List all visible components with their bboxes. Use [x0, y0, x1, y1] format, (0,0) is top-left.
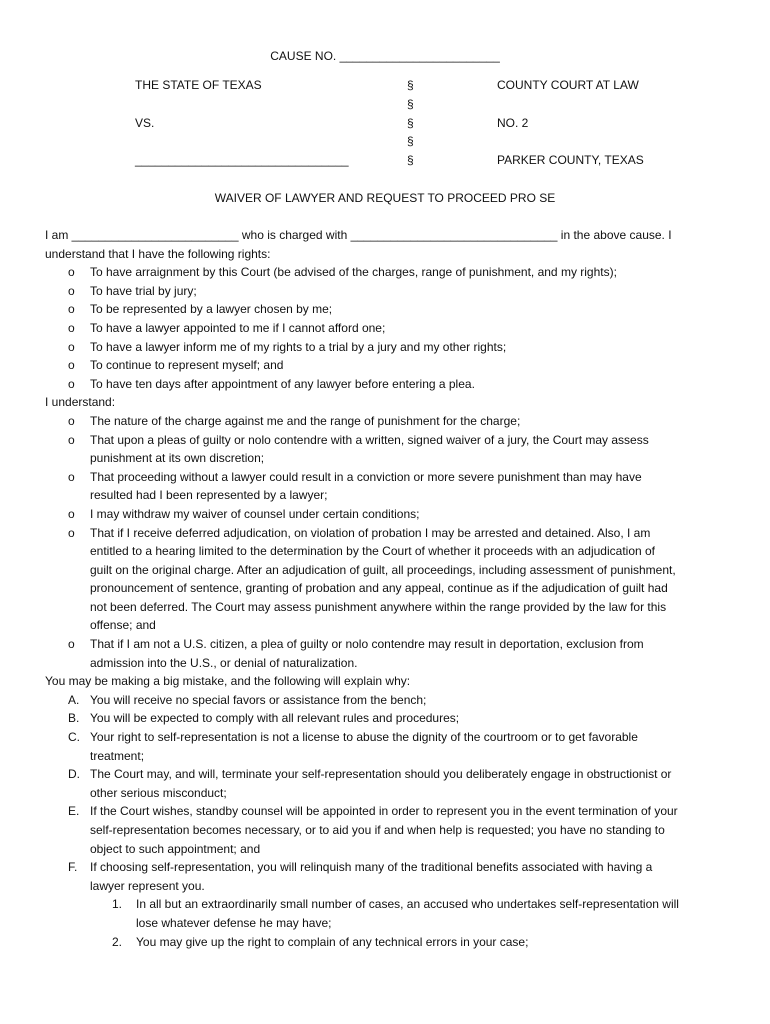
understand-text: punishment at its own discretion;	[90, 451, 265, 466]
list-item	[45, 319, 715, 338]
bullet-icon: o	[68, 469, 75, 484]
mistake-text: If choosing self-representation, you will relinquish many of the traditional benefits associated with having a	[90, 860, 653, 875]
list-item	[45, 858, 715, 895]
section-sign: §	[407, 153, 414, 167]
bullet-icon: o	[68, 320, 75, 335]
section-sign: §	[407, 116, 414, 130]
party-state: THE STATE OF TEXAS	[135, 78, 262, 92]
understand-text: That proceeding without a lawyer could result in a conviction or more severe punishment than may have	[90, 469, 642, 484]
mistake-text: other serious misconduct;	[90, 785, 227, 800]
mistake-text: Your right to self-representation is not a license to abuse the dignity of the courtroom or to get favorable	[90, 730, 638, 745]
list-marker: F.	[68, 860, 78, 875]
section-heading: You may be making a big mistake, and the following will explain why:	[45, 674, 411, 689]
bullet-icon: o	[68, 413, 75, 428]
mistake-text: You will receive no special favors or assistance from the bench;	[90, 692, 427, 707]
intro-line: I am _________________________ who is charged with _______________________________ in the above cause. I	[45, 228, 672, 242]
bullet-icon: o	[68, 432, 75, 447]
list-marker: A.	[68, 692, 80, 707]
mistake-text: treatment;	[90, 748, 145, 763]
section-sign: §	[407, 78, 414, 92]
right-text: To be represented by a lawyer chosen by me;	[90, 302, 333, 317]
mistake-text: You will be expected to comply with all relevant rules and procedures;	[90, 711, 460, 726]
section-heading: I understand:	[45, 395, 116, 410]
list-marker: 2.	[112, 934, 123, 949]
list-marker: D.	[68, 767, 80, 782]
understand-text: entitled to a hearing limited to the determination by the Court of whether it proceeds with an adjudication of	[90, 544, 656, 559]
list-item	[45, 505, 715, 524]
bullet-icon: o	[68, 376, 75, 391]
list-item	[45, 524, 715, 636]
document-title: WAIVER OF LAWYER AND REQUEST TO PROCEED PRO SE	[214, 191, 556, 205]
understand-text: guilt on the original charge. After an adjudication of guilt, all proceedings, including assessment of punishment,	[90, 562, 676, 577]
understand-text: admission into the U.S., or denial of naturalization.	[90, 655, 358, 670]
bullet-icon: o	[68, 637, 75, 652]
list-item	[45, 933, 715, 952]
defendant-name-blank: ________________________________	[135, 153, 349, 167]
list-item	[45, 691, 715, 710]
versus-label: VS.	[135, 116, 155, 130]
list-marker: 1.	[112, 897, 123, 912]
list-item	[45, 802, 715, 858]
mistake-text: If the Court wishes, standby counsel will be appointed in order to represent you in the event termination of your	[90, 804, 678, 819]
understand-text: pronouncement of sentence, granting of probation and any appeal, continue as if the adjudication of guilt had	[90, 581, 668, 596]
understand-text: That if I receive deferred adjudication, on violation of probation I may be arrested and detained. Also, I am	[90, 525, 651, 540]
bullet-icon: o	[68, 358, 75, 373]
mistake-text: self-representation becomes necessary, or to aid you if and when help is requested; you have no standing to	[90, 823, 665, 837]
list-item	[45, 375, 715, 394]
list-item	[45, 300, 715, 319]
mistake-text: lawyer represent you.	[90, 878, 205, 893]
bullet-icon: o	[68, 506, 75, 521]
right-text: To have a lawyer inform me of my rights to a trial by a jury and my other rights;	[90, 339, 507, 354]
list-item	[45, 728, 715, 765]
list-item	[45, 709, 715, 728]
understand-text: That if I am not a U.S. citizen, a plea of guilty or nolo contendre may result in deportation, exclusion from	[90, 637, 644, 652]
cause-number: CAUSE NO. ________________________	[270, 49, 500, 63]
section-sign: §	[407, 134, 414, 148]
mistake-text: object to such appointment; and	[90, 841, 261, 856]
understand-text: resulted had I been represented by a lawyer;	[90, 488, 328, 503]
section-sign: §	[407, 97, 414, 111]
right-text: To have a lawyer appointed to me if I cannot afford one;	[90, 320, 386, 335]
right-text: To continue to represent myself; and	[90, 358, 284, 373]
list-item	[45, 895, 715, 932]
list-item	[45, 635, 715, 672]
list-item	[45, 431, 715, 468]
list-marker: B.	[68, 711, 80, 726]
sub-item-text: You may give up the right to complain of any technical errors in your case;	[136, 934, 529, 949]
sub-item-text: lose whatever defense he may have;	[136, 915, 332, 930]
understand-text: That upon a pleas of guilty or nolo contendre with a written, signed waiver of a jury, the Court may assess	[90, 432, 649, 447]
intro-line: understand that I have the following rights:	[45, 246, 271, 261]
list-item	[45, 263, 715, 282]
bullet-icon: o	[68, 302, 75, 317]
understand-text: not been deferred. The Court may assess punishment anywhere within the range provided by the law for this	[90, 599, 667, 614]
list-marker: C.	[68, 730, 80, 745]
bullet-icon: o	[68, 525, 75, 540]
court-name: COUNTY COURT AT LAW	[497, 78, 639, 92]
right-text: To have arraignment by this Court (be advised of the charges, range of punishment, and my rights);	[90, 265, 617, 280]
list-item	[45, 338, 715, 357]
court-number: NO. 2	[497, 116, 529, 130]
understand-text: The nature of the charge against me and the range of punishment for the charge;	[90, 413, 521, 428]
right-text: To have ten days after appointment of any lawyer before entering a plea.	[90, 376, 475, 391]
list-item	[45, 765, 715, 802]
list-marker: E.	[68, 804, 80, 819]
understand-text: offense; and	[90, 618, 156, 633]
bullet-icon: o	[68, 339, 75, 354]
list-item	[45, 282, 715, 301]
document-body	[45, 226, 715, 951]
understand-text: I may withdraw my waiver of counsel under certain conditions;	[90, 506, 420, 521]
list-item	[45, 468, 715, 505]
mistake-text: The Court may, and will, terminate your self-representation should you deliberately engage in obstructionist or	[90, 767, 672, 782]
right-text: To have trial by jury;	[90, 283, 197, 298]
list-item	[45, 356, 715, 375]
list-item	[45, 412, 715, 431]
bullet-icon: o	[68, 265, 75, 280]
sub-item-text: In all but an extraordinarily small number of cases, an accused who undertakes self-representation will	[136, 897, 679, 912]
court-county: PARKER COUNTY, TEXAS	[497, 153, 644, 167]
bullet-icon: o	[68, 283, 75, 298]
